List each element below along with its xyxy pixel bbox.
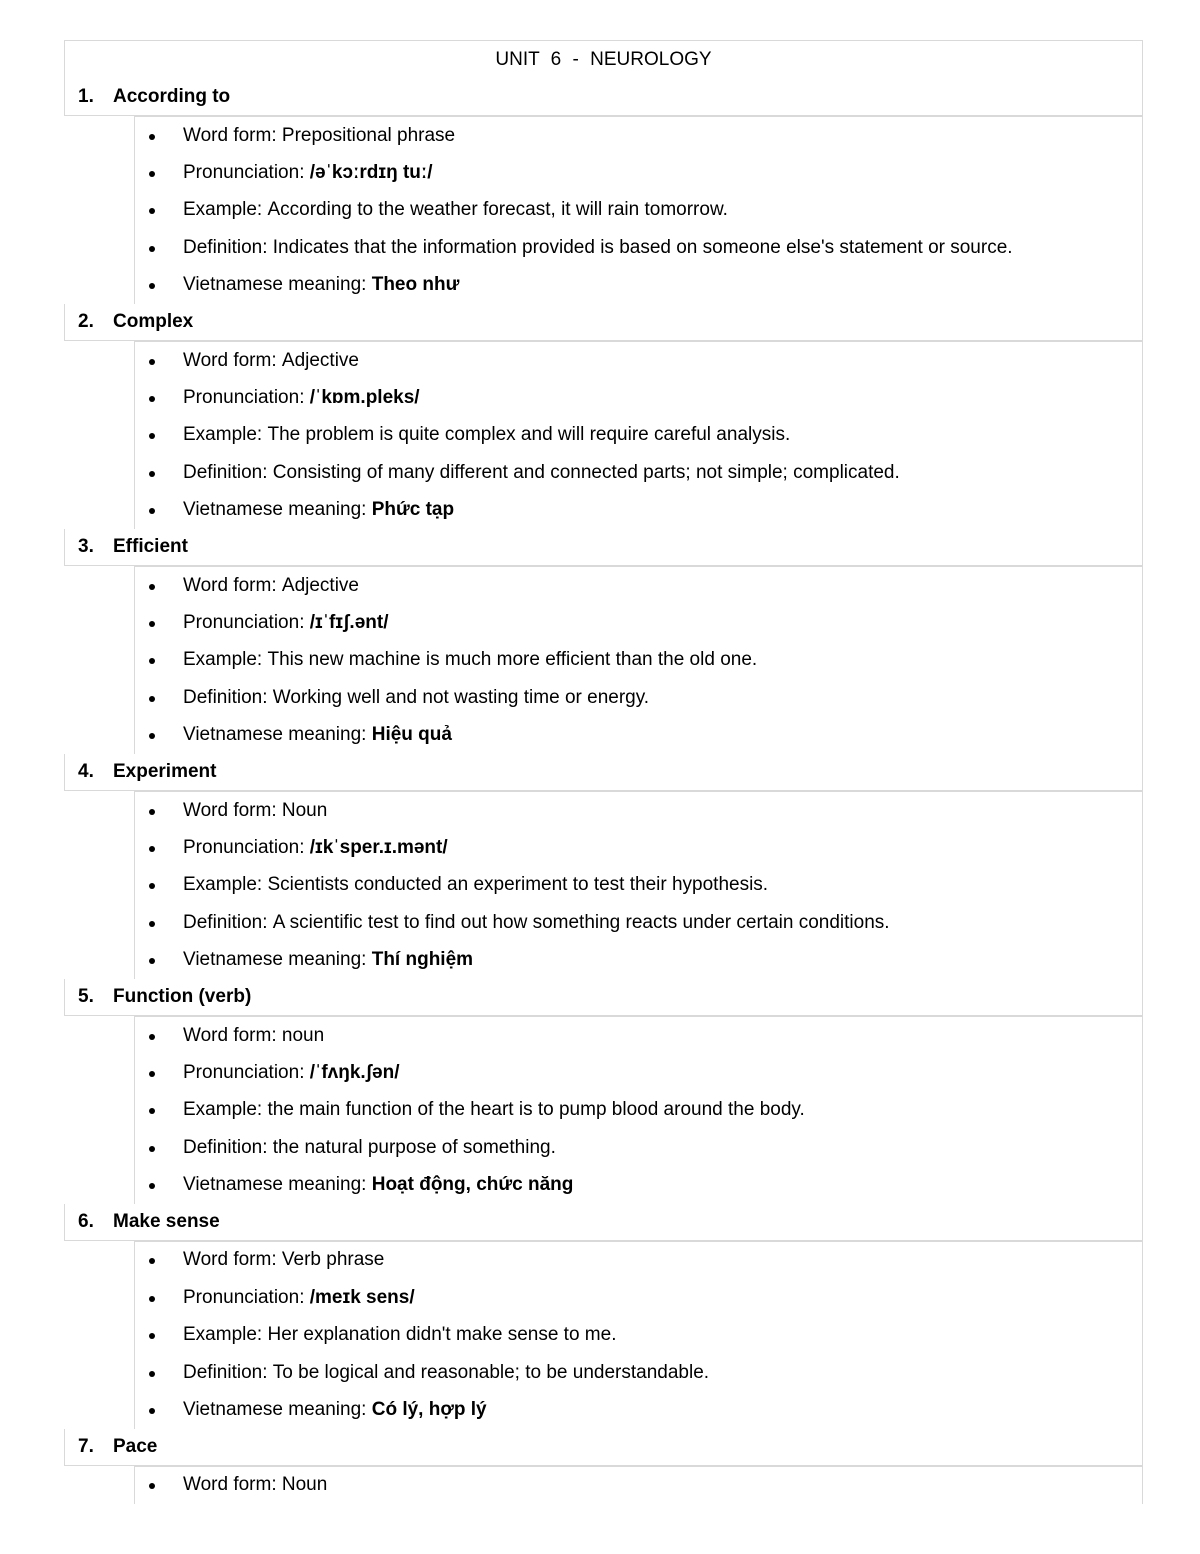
term-number: 5. [78,985,94,1007]
vietnamese-meaning-label: Vietnamese meaning: [183,724,372,746]
word-form-value: noun [281,1024,325,1046]
example-label: Example: [183,1099,268,1121]
word-form-item [135,1467,1142,1504]
vietnamese-meaning-value: Theo như [371,274,460,296]
term-number: 7. [78,1435,94,1457]
definition-label: Definition: [183,911,273,933]
term-number: 2. [78,310,94,332]
pronunciation-item [135,604,1142,641]
word-form-item [135,567,1142,604]
definition-value: Indicates that the information provided is based on someone else's statement or source. [272,236,1013,258]
definition-item [135,229,1142,266]
definition-label: Definition: [183,1361,273,1383]
definition-value: To be logical and reasonable; to be understandable. [272,1361,710,1383]
word-form-label: Word form: [183,124,282,146]
pronunciation-item [135,1054,1142,1091]
example-label: Example: [183,424,268,446]
example-item [135,1317,1142,1354]
definition-item [135,454,1142,491]
pronunciation-label: Pronunciation: [183,836,310,858]
vocabulary-list [64,78,1143,1504]
term-heading [64,304,1143,341]
definition-value: A scientific test to find out how something reacts under certain conditions. [272,911,890,933]
vietnamese-meaning-value: Hoạt động, chức năng [371,1174,574,1196]
term-heading [64,1204,1143,1241]
pronunciation-value: /meɪk sens/ [309,1286,415,1308]
vietnamese-meaning-label: Vietnamese meaning: [183,1399,372,1421]
vietnamese-meaning-value: Có lý, hợp lý [371,1399,487,1421]
example-item [135,642,1142,679]
word-form-label: Word form: [183,1474,282,1496]
term-heading [64,1429,1143,1466]
vietnamese-meaning-item [135,492,1142,529]
pronunciation-item [135,1279,1142,1316]
definition-label: Definition: [183,686,273,708]
document-page [64,40,1143,1554]
term-text: Efficient [113,535,188,557]
definition-value: Working well and not wasting time or energy. [272,686,650,708]
term-details [134,1241,1143,1429]
vietnamese-meaning-item [135,267,1142,304]
definition-item [135,904,1142,941]
word-form-value: Verb phrase [281,1249,385,1271]
term-number: 4. [78,760,94,782]
example-value: Her explanation didn't make sense to me. [267,1324,617,1346]
term-heading [64,78,1143,116]
example-value: The problem is quite complex and will require careful analysis. [267,424,791,446]
example-label: Example: [183,1324,268,1346]
example-value: According to the weather forecast, it will rain tomorrow. [267,199,728,221]
term-details [134,1466,1143,1504]
term-number: 6. [78,1210,94,1232]
term-text: Function (verb) [113,985,252,1007]
vietnamese-meaning-label: Vietnamese meaning: [183,1174,372,1196]
word-form-value: Adjective [281,574,359,596]
term-number: 3. [78,535,94,557]
vietnamese-meaning-value: Hiệu quả [371,724,452,746]
word-form-value: Prepositional phrase [281,124,456,146]
vietnamese-meaning-value: Phức tạp [371,499,455,521]
example-label: Example: [183,199,268,221]
pronunciation-label: Pronunciation: [183,1286,310,1308]
term-text: According to [113,85,231,107]
word-form-value: Adjective [281,349,359,371]
term-text: Complex [113,310,194,332]
pronunciation-value: /ɪkˈsper.ɪ.mənt/ [309,836,448,858]
vietnamese-meaning-item [135,1166,1142,1203]
vietnamese-meaning-label: Vietnamese meaning: [183,499,372,521]
pronunciation-item [135,379,1142,416]
word-form-item [135,1017,1142,1054]
term-number: 1. [78,85,94,107]
definition-item [135,1129,1142,1166]
example-label: Example: [183,649,268,671]
definition-label: Definition: [183,461,273,483]
pronunciation-value: /ˈkɒm.pleks/ [309,387,420,409]
example-item [135,867,1142,904]
vietnamese-meaning-value: Thí nghiệm [371,949,474,971]
definition-label: Definition: [183,1136,273,1158]
word-form-label: Word form: [183,1249,282,1271]
word-form-label: Word form: [183,349,282,371]
word-form-label: Word form: [183,574,282,596]
example-item [135,417,1142,454]
term-heading [64,754,1143,791]
example-value: Scientists conducted an experiment to test their hypothesis. [267,874,769,896]
pronunciation-item [135,829,1142,866]
vietnamese-meaning-label: Vietnamese meaning: [183,274,372,296]
definition-label: Definition: [183,236,273,258]
term-heading [64,979,1143,1016]
term-text: Experiment [113,760,217,782]
pronunciation-item [135,154,1142,191]
definition-item [135,1354,1142,1391]
pronunciation-value: /əˈkɔːrdɪŋ tuː/ [309,162,433,184]
word-form-item [135,1242,1142,1279]
pronunciation-value: /ˈfʌŋk.ʃən/ [309,1061,400,1083]
term-text: Pace [113,1435,158,1457]
word-form-label: Word form: [183,799,282,821]
term-details [134,1016,1143,1204]
term-details [134,566,1143,754]
pronunciation-label: Pronunciation: [183,611,310,633]
pronunciation-label: Pronunciation: [183,162,310,184]
vietnamese-meaning-item [135,1391,1142,1428]
definition-item [135,679,1142,716]
vietnamese-meaning-item [135,716,1142,753]
word-form-label: Word form: [183,1024,282,1046]
page-title: UNIT 6 - NEUROLOGY [64,41,1143,78]
vietnamese-meaning-label: Vietnamese meaning: [183,949,372,971]
word-form-item [135,792,1142,829]
example-value: the main function of the heart is to pump blood around the body. [267,1099,805,1121]
example-label: Example: [183,874,268,896]
definition-value: Consisting of many different and connected parts; not simple; complicated. [272,461,900,483]
term-heading [64,529,1143,566]
word-form-item [135,117,1142,154]
example-item [135,1092,1142,1129]
term-text: Make sense [113,1210,220,1232]
word-form-item [135,342,1142,379]
term-details [134,341,1143,529]
vietnamese-meaning-item [135,941,1142,978]
example-value: This new machine is much more efficient than the old one. [267,649,758,671]
term-details [134,116,1143,304]
example-item [135,192,1142,229]
pronunciation-label: Pronunciation: [183,387,310,409]
word-form-value: Noun [281,1474,328,1496]
definition-value: the natural purpose of something. [272,1136,556,1158]
word-form-value: Noun [281,799,328,821]
pronunciation-label: Pronunciation: [183,1061,310,1083]
pronunciation-value: /ɪˈfɪʃ.ənt/ [309,611,389,633]
term-details [134,791,1143,979]
